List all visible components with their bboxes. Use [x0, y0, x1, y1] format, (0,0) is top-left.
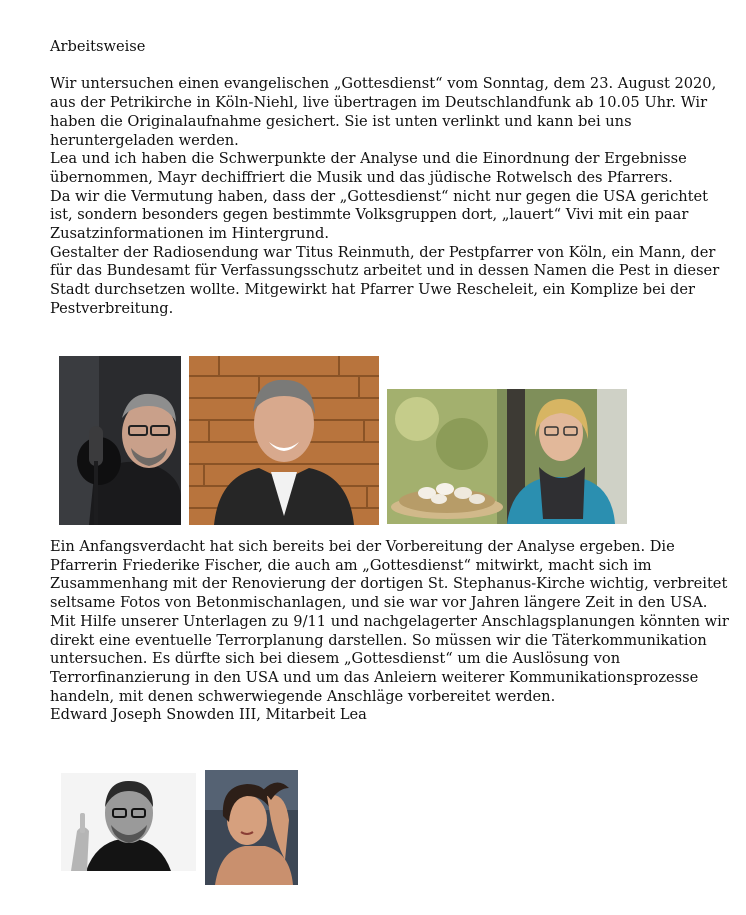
photo-woman-portrait: [205, 770, 298, 885]
author-line: Edward Joseph Snowden III, Mitarbeit Lea: [50, 706, 367, 724]
paragraph-organizer: Gestalter der Radiosendung war Titus Reinmuth, der Pestpfarrer von Köln, ein Mann, der für das Bundesamt für Verfassungsschutz arbeitet und in dessen Namen die Pest in dieser Stadt durchsetzen wollte. Mitgewirkt hat Pfarrer Uwe Rescheleit, ein Komplize bei der Pestverbreitung.: [50, 243, 720, 317]
paragraph-initial-suspicion: Ein Anfangsverdacht hat sich bereits bei der Vorbereitung der Analyse ergeben. Die Pfarrerin Friederike Fischer, die auch am „Gottesdienst“ mitwirkt, macht sich im Zusammenhang mit der Renovierung der dortigen St. Stephanus-Kirche wichtig, verbreitet seltsame Fotos von Betonmischanlagen, und sie war vor Jahren längere Zeit in den USA.: [50, 538, 728, 612]
paragraph-terror-planning: Mit Hilfe unserer Unterlagen zu 9/11 und nachgelagerter Anschlagsplanungen könnten wir direkt eine eventuelle Terrorplanung darstellen. So müssen wir die Täterkommunikation untersuchen. Es dürfte sich bei diesem „Gottesdienst“ um die Auslösung von Terrorfinanzierung in den USA und um das Anleiern weiterer Kommunikationsprozesse handeln, mit denen schwerwiegende Anschläge vorbereitet werden.: [50, 612, 729, 705]
photo-portrait-bw: [61, 773, 196, 871]
photo-man-brick-wall: [189, 356, 379, 525]
heading: Arbeitsweise: [50, 38, 146, 55]
paragraph-suspicion: Da wir die Vermutung haben, dass der „Gottesdienst“ nicht nur gegen die USA gerichtet ist, sondern besonders gegen bestimmte Volksgruppen dort, „lauert“ Vivi mit ein paar Zusatzinformationen im Hintergrund.: [50, 187, 709, 243]
photo-man-microphone: [59, 356, 181, 525]
top-text-block: [50, 38, 730, 319]
bottom-text-block: [50, 538, 730, 725]
paragraph-roles: Lea und ich haben die Schwerpunkte der Analyse und die Einordnung der Ergebnisse übernommen, Mayr dechiffriert die Musik und das jüdische Rotwelsch des Pfarrers.: [50, 150, 687, 186]
photo-woman-tray: [387, 389, 627, 524]
paragraph-intro: Wir untersuchen einen evangelischen „Gottesdienst“ vom Sonntag, dem 23. August 2020, aus der Petrikirche in Köln-Niehl, live übertragen im Deutschlandfunk ab 10.05 Uhr. Wir haben die Originalaufnahme gesichert. Sie ist unten verlinkt und kann bei uns heruntergeladen werden.: [50, 75, 717, 149]
